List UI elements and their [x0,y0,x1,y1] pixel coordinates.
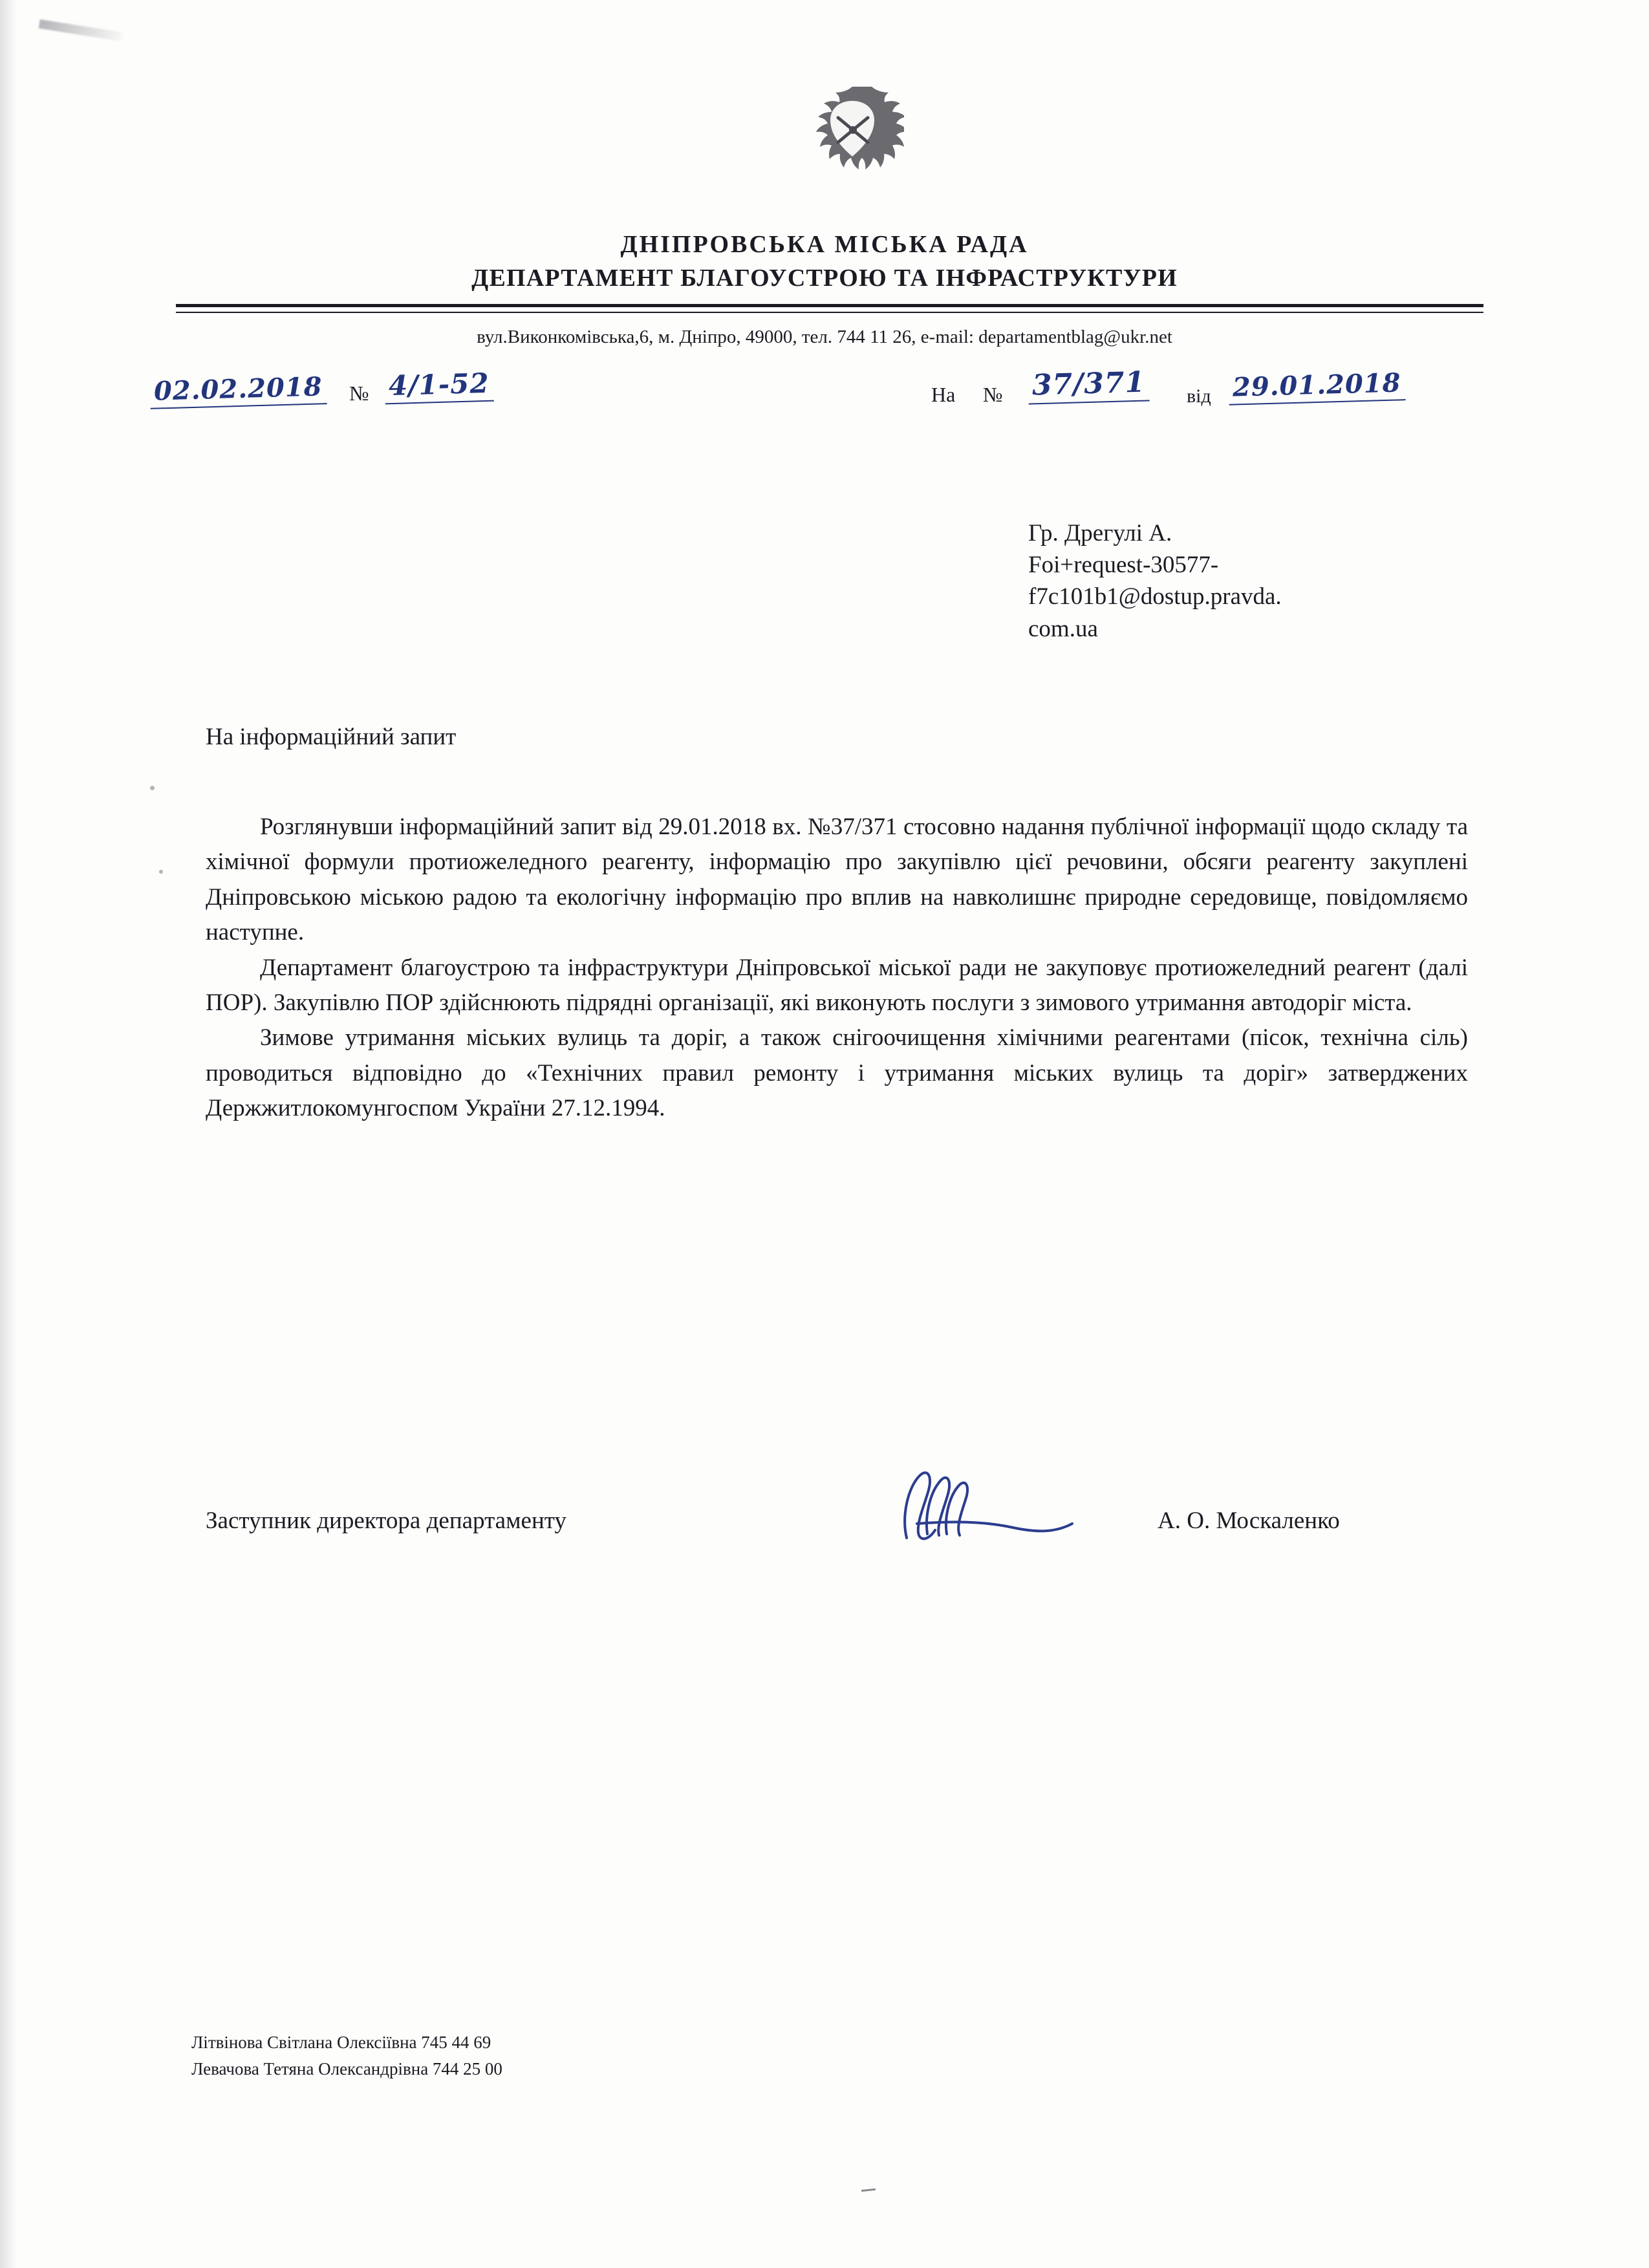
footer-contact-line: Левачова Тетяна Олександрівна 744 25 00 [191,2058,502,2079]
addressee-line: Foi+request-30577- [1028,552,1219,579]
outgoing-number: 4/1-52 [385,369,493,403]
handwritten-signature-icon [892,1462,1151,1552]
signatory-position: Заступник директора департаменту [206,1507,566,1534]
body-paragraph: Департамент благоустрою та інфраструктури Дніпровської міської ради не закуповує протиожеледний реагент (далі ПОР). Закупівлю ПОР здійснюють підрядні організації, які виконують послуги з зимового утримання автодоріг міста. [206,954,1468,1016]
body-paragraph: Зимове утримання міських вулиць та доріг, а також снігоочищення хімічними реагентами (пісок, технічна сіль) проводиться відповідно до «Технічних правил ремонту і утримання міських вулиць та доріг» затверджених Держжитлокомунгоспом України 27.12.1994. [206,1024,1468,1121]
outgoing-date: 02.02.2018 [150,374,327,407]
coat-of-arms-icon [801,83,904,186]
scan-speck [159,870,163,874]
incoming-number-label: № [983,383,1003,406]
addressee-line: Гр. Дрегулі А. [1028,520,1172,546]
organisation-contact-line: вул.Виконкомівська,6, м. Дніпро, 49000, тел. 744 11 26, e-mail: departamentblag@ukr.net [477,327,1172,347]
letter-body [206,810,1468,1126]
organisation-title-line1: ДНІПРОВСЬКА МІСЬКА РАДА [620,231,1029,258]
header-divider-thick [176,304,1483,307]
organisation-title-line2: ДЕПАРТАМЕНТ БЛАГОУСТРОЮ ТА ІНФРАСТРУКТУРИ [471,265,1178,292]
incoming-number: 37/371 [1028,367,1149,403]
outgoing-number-label: № [349,382,369,405]
scan-smudge-artifact [39,19,124,41]
incoming-date: 29.01.2018 [1229,370,1405,403]
addressee-block [1028,517,1533,645]
footer-contact-line: Літвінова Світлана Олексіївна 745 44 69 [191,2033,491,2052]
addressee-line: com.ua [1028,615,1098,642]
subject-line: На інформаційний запит [206,724,457,750]
page-bottom-artifact [861,2188,876,2192]
incoming-prefix-label: На [931,383,956,406]
body-paragraph: Розглянувши інформаційний запит від 29.01.2018 вх. №37/371 стосовно надання публічної інформації щодо складу та хімічної формули протиожеледного реагенту, інформацію про закупівлю цієї речовини, обсяги реагенту закуплені Дніпровською міською радою та екологічну інформацію про вплив на навколишнє природне середовище, повідомляємо наступне. [206,814,1468,946]
addressee-line: f7c101b1@dostup.pravda. [1028,583,1282,610]
footer-contacts [191,2029,502,2082]
incoming-date-label: від [1187,385,1211,407]
header-divider-thin [176,312,1483,313]
signatory-name: А. О. Москаленко [1158,1507,1340,1534]
scan-speck [150,786,155,790]
